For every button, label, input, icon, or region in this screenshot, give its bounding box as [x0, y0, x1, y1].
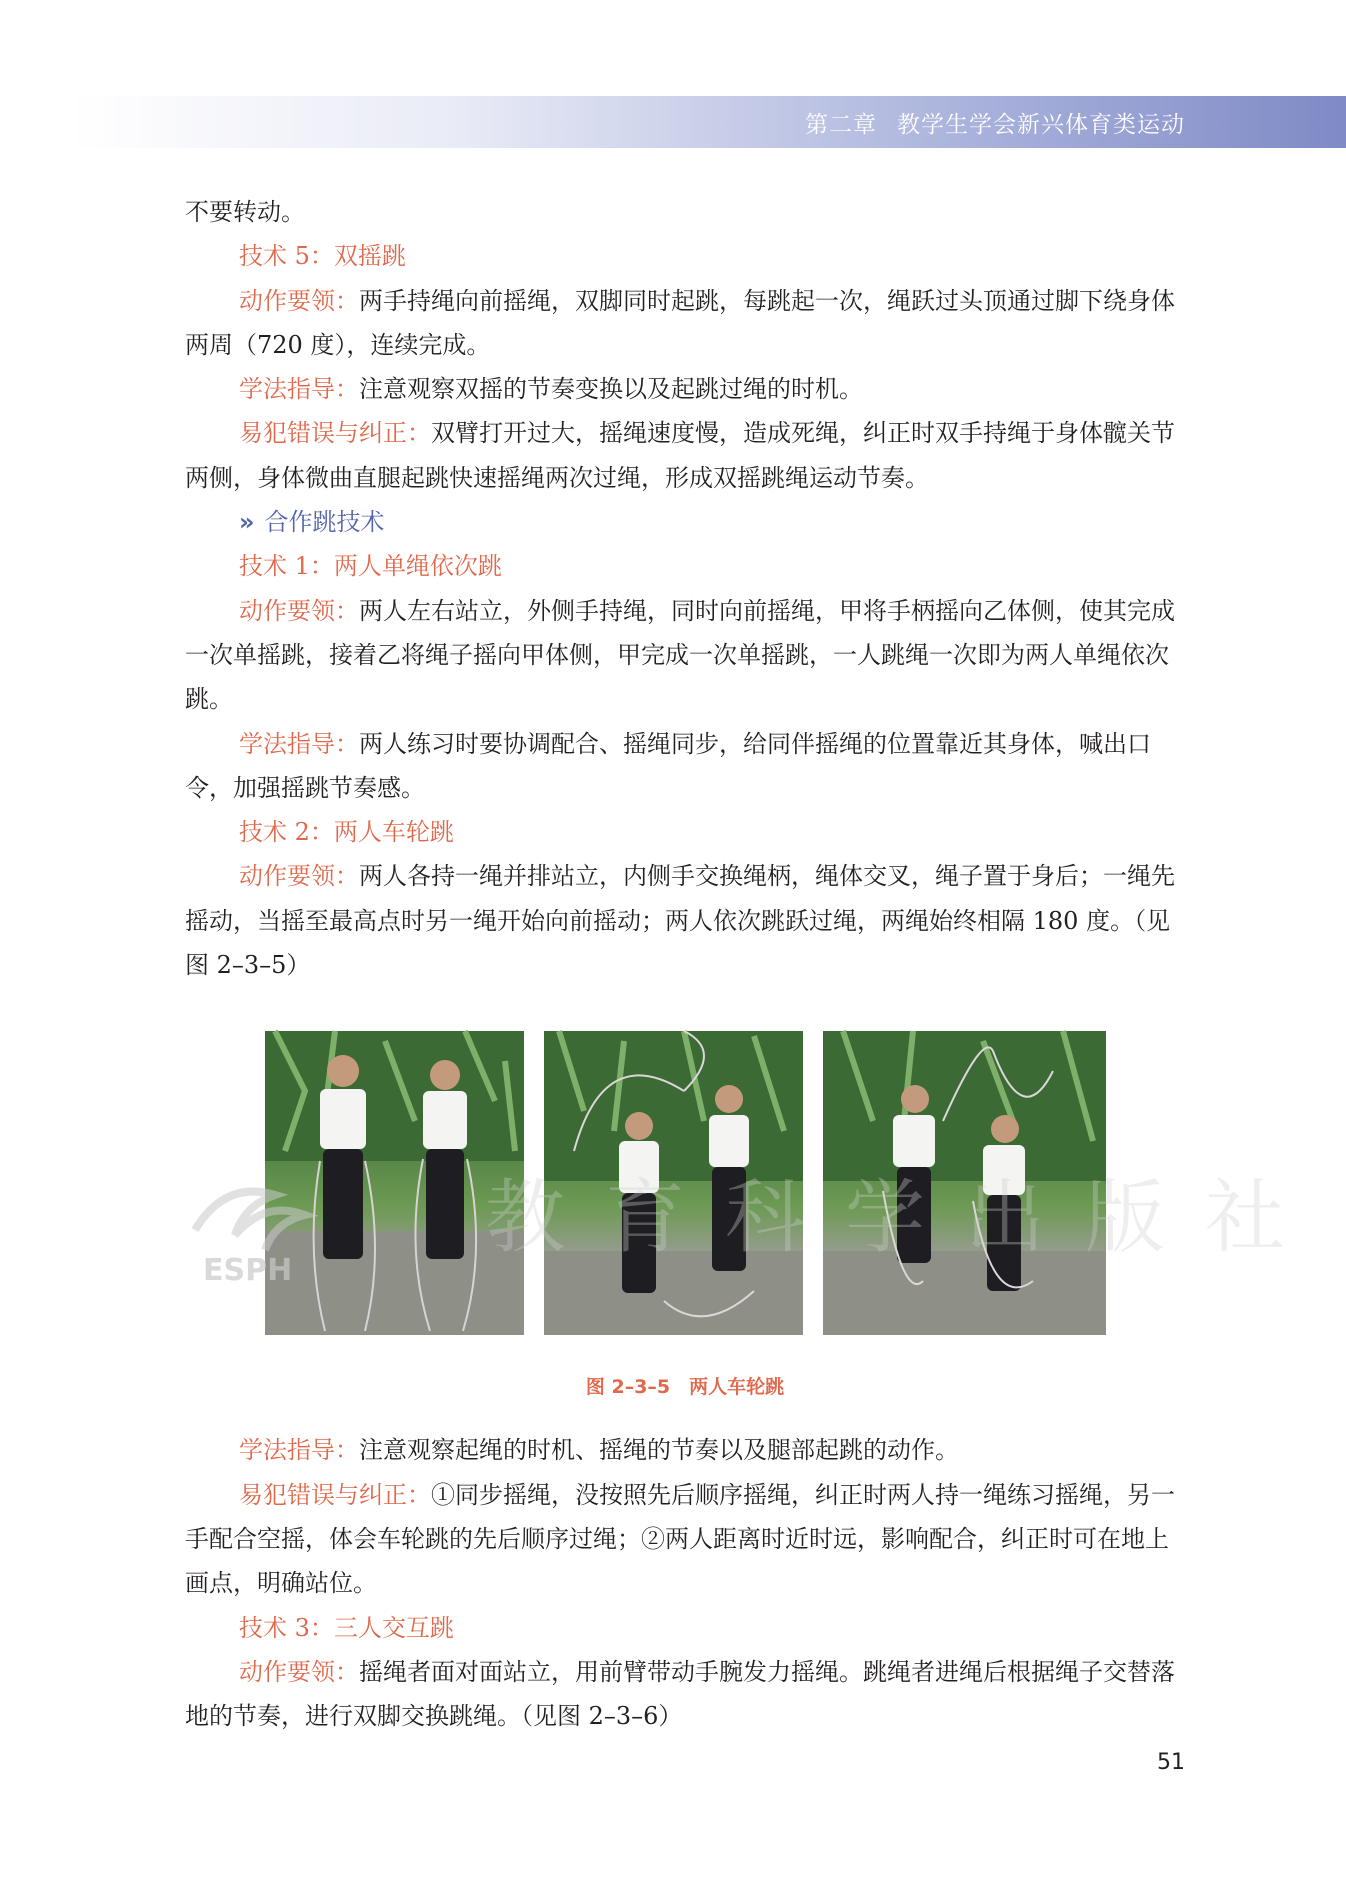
section-heading	[185, 500, 1185, 544]
double-chevron-icon: »	[239, 508, 255, 537]
paragraph	[185, 589, 1185, 722]
technique-heading: 技术 3：三人交互跳	[239, 1613, 454, 1642]
paragraph-text: ①同步摇绳，没按照先后顺序摇绳，纠正时两人持一绳练习摇绳，另一手配合空摇，体会车轮跳的先后顺序过绳；②两人距离时近时远，影响配合，纠正时可在地上画点，明确站位。	[185, 1480, 1175, 1598]
technique-heading: 技术 1：两人单绳依次跳	[239, 552, 502, 581]
label: 易犯错误与纠正：	[239, 419, 431, 448]
label: 学法指导：	[239, 1436, 359, 1465]
paragraph	[185, 1650, 1185, 1739]
paragraph-text: 双臂打开过大，摇绳速度慢，造成死绳，纠正时双手持绳于身体髋关节两侧，身体微曲直腿起跳快速摇绳两次过绳，形成双摇跳绳运动节奏。	[185, 419, 1175, 492]
paragraph-text: 两人练习时要协调配合、摇绳同步，给同伴摇绳的位置靠近其身体，喊出口令，加强摇跳节奏感。	[185, 729, 1151, 802]
label: 动作要领：	[239, 1657, 359, 1686]
technique-heading: 技术 5：双摇跳	[239, 242, 406, 271]
paragraph	[185, 279, 1185, 368]
technique-heading: 技术 2：两人车轮跳	[239, 818, 454, 847]
label: 动作要领：	[239, 596, 359, 625]
page-body	[185, 190, 1185, 1738]
chapter-number: 第二章	[805, 112, 877, 138]
watermark-publisher-text: 教育科学出版社	[485, 1171, 1325, 1264]
paragraph-continuation: 不要转动。	[185, 198, 305, 226]
paragraph-text: 注意观察起绳的时机、摇绳的节奏以及腿部起跳的动作。	[359, 1436, 959, 1465]
paragraph-text: 两手持绳向前摇绳，双脚同时起跳，每跳起一次，绳跃过头顶通过脚下绕身体两周（720 度），连续完成。	[185, 286, 1175, 359]
paragraph	[185, 1428, 1185, 1472]
figure	[185, 987, 1185, 1428]
label: 动作要领：	[239, 286, 359, 315]
chapter-header	[805, 106, 1185, 139]
photo-3	[823, 1031, 1106, 1335]
label: 易犯错误与纠正：	[239, 1480, 431, 1509]
paragraph	[185, 1473, 1185, 1606]
paragraph-text: 两人各持一绳并排站立，内侧手交换绳柄，绳体交叉，绳子置于身后；一绳先摇动，当摇至最高点时另一绳开始向前摇动；两人依次跳跃过绳，两绳始终相隔 180 度。（见图 2–3–5）	[185, 862, 1175, 980]
label: 动作要领：	[239, 862, 359, 891]
page-number: 51	[1157, 1750, 1185, 1775]
figure-caption: 图 2–3–5 两人车轮跳	[585, 1376, 785, 1399]
photo-2	[544, 1031, 803, 1335]
paragraph	[185, 411, 1185, 500]
paragraph	[185, 367, 1185, 411]
label: 学法指导：	[239, 375, 359, 404]
paragraph-text: 摇绳者面对面站立，用前臂带动手腕发力摇绳。跳绳者进绳后根据绳子交替落地的节奏，进行双脚交换跳绳。（见图 2–3–6）	[185, 1657, 1175, 1731]
chapter-title: 教学生学会新兴体育类运动	[897, 112, 1185, 138]
paragraph	[185, 722, 1185, 811]
paragraph	[185, 854, 1185, 987]
paragraph-text: 两人左右站立，外侧手持绳，同时向前摇绳，甲将手柄摇向乙体侧，使其完成一次单摇跳，接着乙将绳子摇向甲体侧，甲完成一次单摇跳，一人跳绳一次即为两人单绳依次跳。	[185, 596, 1175, 714]
section-title: 合作跳技术	[264, 508, 385, 537]
watermark-logo-text: ESPH	[203, 1253, 293, 1288]
label: 学法指导：	[239, 729, 359, 758]
paragraph-text: 注意观察双摇的节奏变换以及起跳过绳的时机。	[359, 375, 863, 404]
photo-1	[265, 1031, 524, 1335]
